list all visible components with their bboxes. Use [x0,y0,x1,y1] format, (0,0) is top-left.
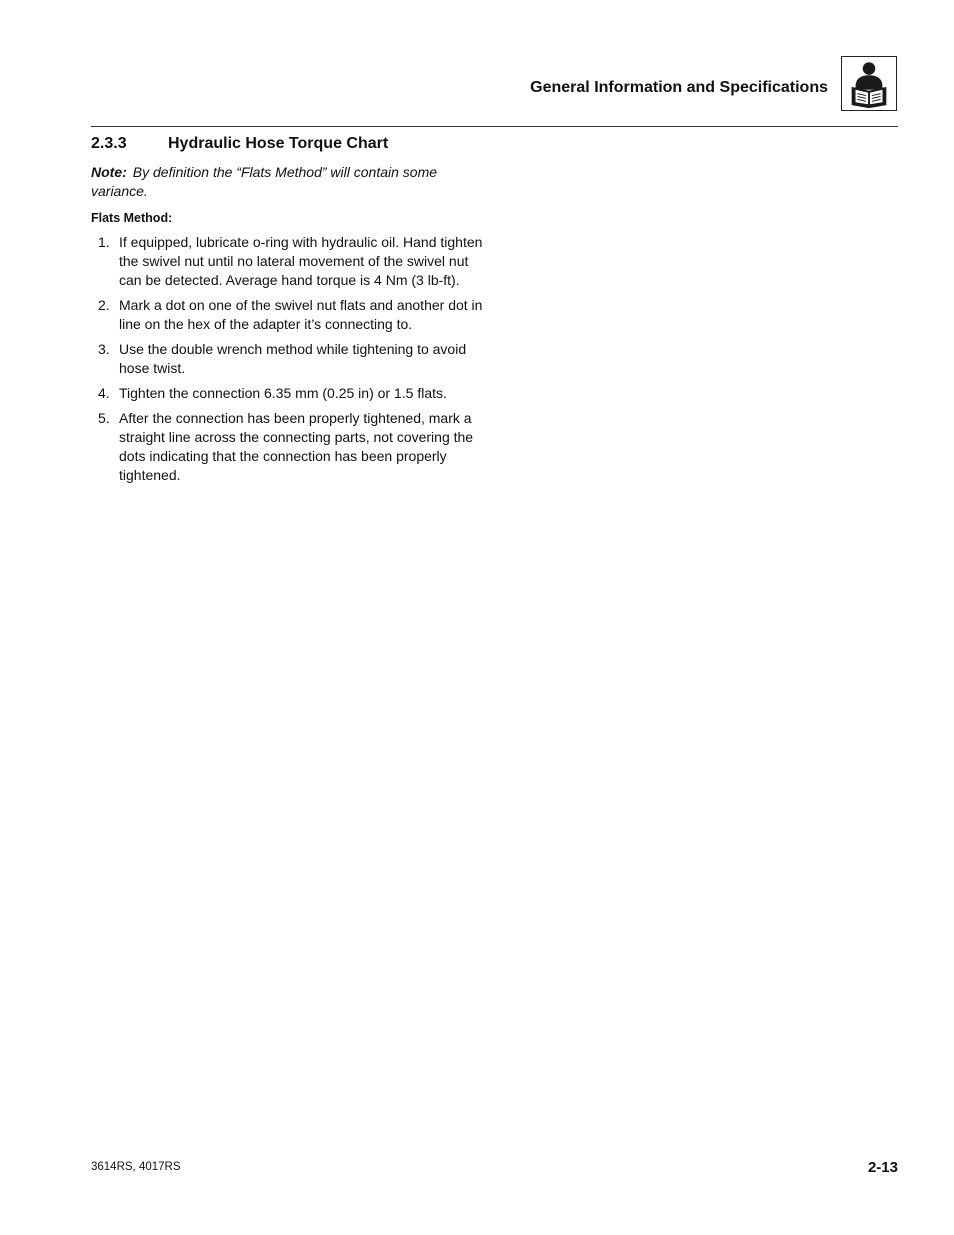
header-title: General Information and Specifications [530,79,828,96]
step-number: 5. [98,410,110,426]
step-text: Tighten the connection 6.35 mm (0.25 in) or 1.5 flats. [119,385,447,401]
step-number: 1. [98,234,110,250]
page-number: 2-13 [867,1159,898,1176]
step-number: 3. [98,341,110,357]
section-heading [91,135,388,153]
flats-method-heading: Flats Method: [91,211,173,225]
step-number: 2. [98,297,110,313]
header-divider [91,126,898,127]
step-text: Use the double wrench method while tightening to avoid hose twist. [119,341,467,376]
step-text: After the connection has been properly tightened, mark a straight line across the connecting parts, not covering the dots indicating that the connection has been properly tightened. [119,410,474,483]
footer-models: 3614RS, 4017RS [91,1161,181,1173]
step-number: 4. [98,385,110,401]
note-text: By definition the “Flats Method” will contain some variance. [91,164,438,199]
list-item [91,233,483,290]
reader-manual-icon [841,56,897,111]
note [91,163,471,201]
steps-list [91,233,483,491]
note-label: Note: [91,164,127,180]
list-item [91,296,483,334]
section-number: 2.3.3 [91,135,127,152]
list-item [91,384,483,403]
step-text: Mark a dot on one of the swivel nut flats and another dot in line on the hex of the adapter it’s connecting to. [119,297,483,332]
list-item [91,340,483,378]
section-title: Hydraulic Hose Torque Chart [168,135,389,152]
step-text: If equipped, lubricate o-ring with hydraulic oil. Hand tighten the swivel nut until no lateral movement of the swivel nut can be detected. Average hand torque is 4 Nm (3 lb-ft). [119,234,483,288]
list-item [91,409,483,485]
